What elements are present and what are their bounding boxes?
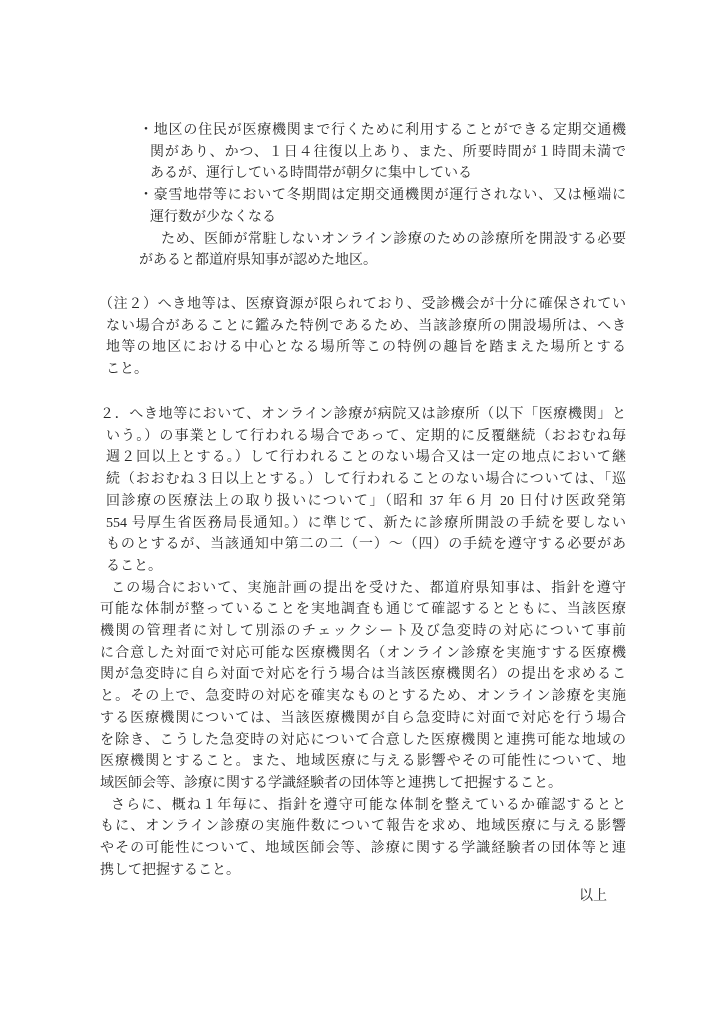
text-line: （注２）へき地等は、医療資源が限られており、受診機会が十分に確保されてい bbox=[99, 297, 626, 312]
note1-conditions-block bbox=[139, 120, 626, 272]
text-line: 関が急変時に自ら対面で対応を行う場合は当該医療機関名）の提出を求めるこ bbox=[100, 667, 626, 683]
text-line: 回診療の医療法上の取り扱いについて」（昭和 37 年６月 20 日付け医政発第 bbox=[106, 493, 626, 509]
text-line: 可能な体制が整っていることを実地調査も通じて確認するとともに、当該医療 bbox=[100, 602, 626, 618]
text-line: 域医師会等、診療に関する学識経験者の団体等と連携して把握すること。 bbox=[100, 775, 562, 791]
note1-bullet-2 bbox=[139, 185, 626, 228]
text-line: する医療機関については、当該医療機関が自ら急変時に対面で対応を行う場合 bbox=[100, 710, 626, 726]
text-line: この場合において、実施計画の提出を受けた、都道府県知事は、指針を遵守 bbox=[111, 580, 626, 596]
text-line: 医療機関とすること。また、地域医療に与える影響やその可能性について、地 bbox=[100, 754, 626, 770]
section2-paragraph-2 bbox=[100, 578, 626, 795]
note2-block bbox=[99, 294, 626, 381]
text-line: もに、オンライン診療の実施件数について報告を求め、地域医療に与える影響 bbox=[100, 819, 626, 835]
text-line: ること。 bbox=[106, 558, 162, 574]
section2-paragraph-3 bbox=[100, 795, 626, 882]
section2-paragraph-1 bbox=[100, 404, 626, 578]
text-line: あるが、運行している時間帯が朝夕に集中している bbox=[150, 166, 472, 182]
text-line: やその可能性について、地域医師会等、診療に関する学識経験者の団体等と連 bbox=[100, 841, 626, 857]
text-line: 機関の管理者に対して別添のチェックシート及び急変時の対応について事前 bbox=[100, 624, 626, 640]
text-line: いう。）の事業として行われる場合であって、定期的に反覆継続（おおむね毎 bbox=[106, 428, 626, 444]
text-line: ない場合があることに鑑みた特例であるため、当該診療所の開設場所は、へき bbox=[106, 318, 626, 334]
section2-block bbox=[100, 404, 626, 881]
text-line: を除き、こうした急変時の対応について合意した医療機関と連携可能な地域の bbox=[100, 732, 626, 748]
note1-bullet-1 bbox=[139, 120, 626, 185]
text-line: があると都道府県知事が認めた地区。 bbox=[139, 253, 377, 269]
text-line: ものとするが、当該通知中第二の二（一）～（四）の手続を遵守する必要があ bbox=[106, 537, 626, 553]
note1-closing bbox=[139, 229, 626, 272]
text-line: 地等の地区における中心となる場所等この特例の趣旨を踏まえた場所とする bbox=[106, 340, 626, 356]
text-line: ・地区の住民が医療機関まで行くために利用することができる定期交通機 bbox=[139, 123, 626, 138]
text-line: 携して把握すること。 bbox=[100, 862, 240, 878]
text-line: 関があり、かつ、１日４往復以上あり、また、所要時間が１時間未満で bbox=[150, 144, 626, 160]
text-line: 554 号厚生省医務局長通知。）に準じて、新たに診療所開設の手続を要しない bbox=[106, 515, 626, 531]
text-line: 週２回以上とする。）して行われることのない場合又は一定の地点において継 bbox=[106, 450, 626, 466]
text-line: ・豪雪地帯等において冬期間は定期交通機関が運行されない、又は極端に bbox=[139, 188, 626, 204]
text-line: 運行数が少なくなる bbox=[150, 209, 276, 225]
text-line: さらに、概ね１年毎に、指針を遵守可能な体制を整えているか確認するとと bbox=[111, 797, 626, 813]
text-line: ２．へき地等において、オンライン診療が病院又は診療所（以下「医療機関」と bbox=[100, 407, 626, 422]
document-end-label: 以上 bbox=[579, 889, 607, 904]
text-line: こと。 bbox=[106, 362, 148, 378]
text-line: に合意した対面で対応可能な医療機関名（オンライン診療を実施すする医療機 bbox=[100, 645, 626, 661]
text-line: と。その上で、急変時の対応を確実なものとするため、オンライン診療を実施 bbox=[100, 689, 626, 705]
text-line: ため、医師が常駐しないオンライン診療のための診療所を開設する必要 bbox=[161, 231, 626, 247]
note2-paragraph bbox=[99, 294, 626, 381]
text-line: 続（おおむね３日以上とする。）して行われることのない場合については、「巡 bbox=[106, 472, 626, 488]
